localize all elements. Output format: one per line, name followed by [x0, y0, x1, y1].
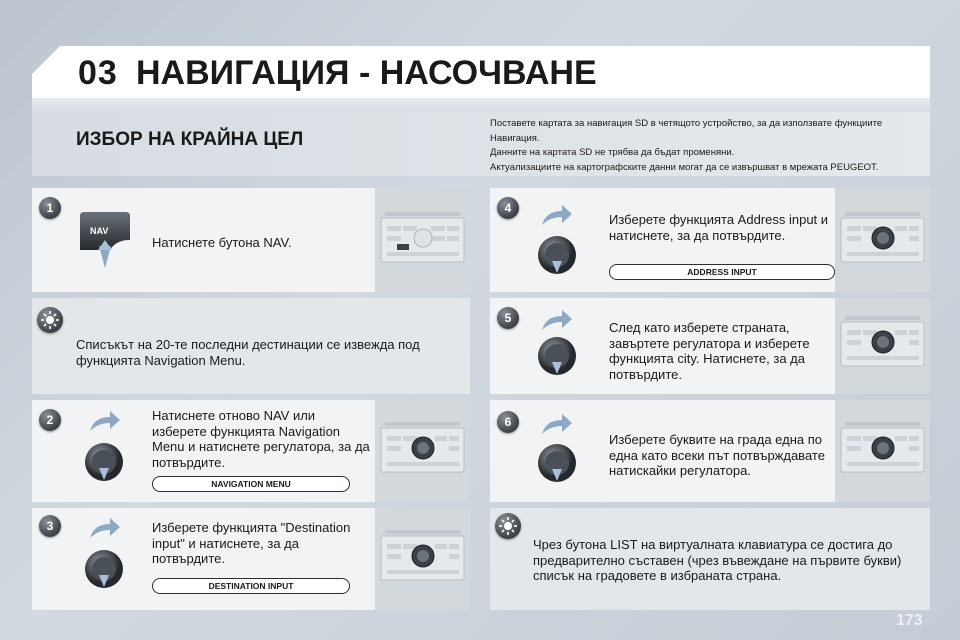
dial-knob-icon	[537, 443, 577, 483]
rotate-arrow-icon	[540, 308, 574, 332]
step-6-text: Изберете буквите на града една по една като всеки път потвърждавате натискайки регулатора.	[609, 432, 825, 478]
rotate-arrow-icon	[88, 409, 122, 433]
dial-knob-icon	[537, 235, 577, 275]
header-divider	[32, 98, 930, 112]
radio-screenshot	[835, 188, 930, 292]
step-number-badge: 3	[39, 515, 61, 537]
dial-knob-icon	[84, 549, 124, 589]
dial-knob-icon	[537, 336, 577, 376]
intro-note: Поставете картата за навигация SD в четящото устройство, за да използвате функциите	[490, 118, 883, 129]
step-number-badge: 1	[39, 197, 61, 219]
destination-input-label: DESTINATION INPUT	[152, 578, 350, 594]
radio-unit-icon	[835, 188, 930, 292]
page-number: 173	[896, 612, 923, 629]
radio-unit-icon	[375, 400, 470, 502]
step-5-text: След като изберете страната, завъртете регулатора и изберете функцията city. Натиснете, за да потвърдите.	[609, 320, 810, 382]
intro-note: Данните на картата SD не трябва да бъдат променяни.	[490, 147, 735, 158]
rotate-arrow-icon	[540, 412, 574, 436]
rotate-arrow-icon	[88, 516, 122, 540]
radio-screenshot	[835, 298, 930, 394]
tip-1-text: Списъкът на 20-те последни дестинации се извежда под функцията Navigation Menu.	[76, 337, 420, 368]
radio-screenshot	[835, 400, 930, 502]
rotate-arrow-icon	[540, 203, 574, 227]
step-4-text: Изберете функцията Address input и натиснете, за да потвърдите.	[609, 212, 829, 243]
intro-note: Навигация.	[490, 132, 540, 144]
lightbulb-icon	[37, 307, 63, 333]
radio-screenshot	[375, 188, 470, 292]
step-number-badge: 5	[497, 307, 519, 329]
radio-screenshot	[375, 508, 470, 610]
step-2-text: Натиснете отново NAV или изберете функцията Navigation Menu и натиснете регулатора, за да потвърдите.	[152, 408, 370, 470]
radio-screenshot	[375, 400, 470, 502]
radio-unit-icon	[375, 188, 470, 292]
chapter-number: 03	[78, 54, 118, 92]
radio-unit-icon	[835, 400, 930, 502]
nav-button-label: NAV	[90, 226, 109, 236]
tip-2-text: Чрез бутона LIST на виртуалната клавиатура се достига до предварително съставен (чрез въвеждане на първите букви) списък на градовете в избраната страна.	[533, 537, 902, 583]
section-title: ИЗБОР НА КРАЙНА ЦЕЛ	[76, 129, 304, 150]
step-number-badge: 6	[497, 411, 519, 433]
step-3-text: Изберете функцията "Destination input" и натиснете, за да потвърдите.	[152, 520, 351, 566]
lightbulb-icon	[495, 513, 521, 539]
address-input-label: ADDRESS INPUT	[609, 264, 835, 280]
intro-note: Актуализациите на картографските данни могат да се извършват в мрежата PEUGEOT.	[490, 161, 879, 173]
page-title: НАВИГАЦИЯ - НАСОЧВАНЕ	[136, 54, 597, 92]
nav-button-icon	[76, 210, 132, 270]
step-1-text: Натиснете бутона NAV.	[152, 235, 292, 250]
radio-unit-icon	[375, 508, 470, 610]
step-number-badge: 4	[497, 197, 519, 219]
navigation-menu-label: NAVIGATION MENU	[152, 476, 350, 492]
intro-notes	[490, 117, 910, 175]
radio-unit-icon	[835, 298, 930, 394]
dial-knob-icon	[84, 442, 124, 482]
step-number-badge: 2	[39, 409, 61, 431]
